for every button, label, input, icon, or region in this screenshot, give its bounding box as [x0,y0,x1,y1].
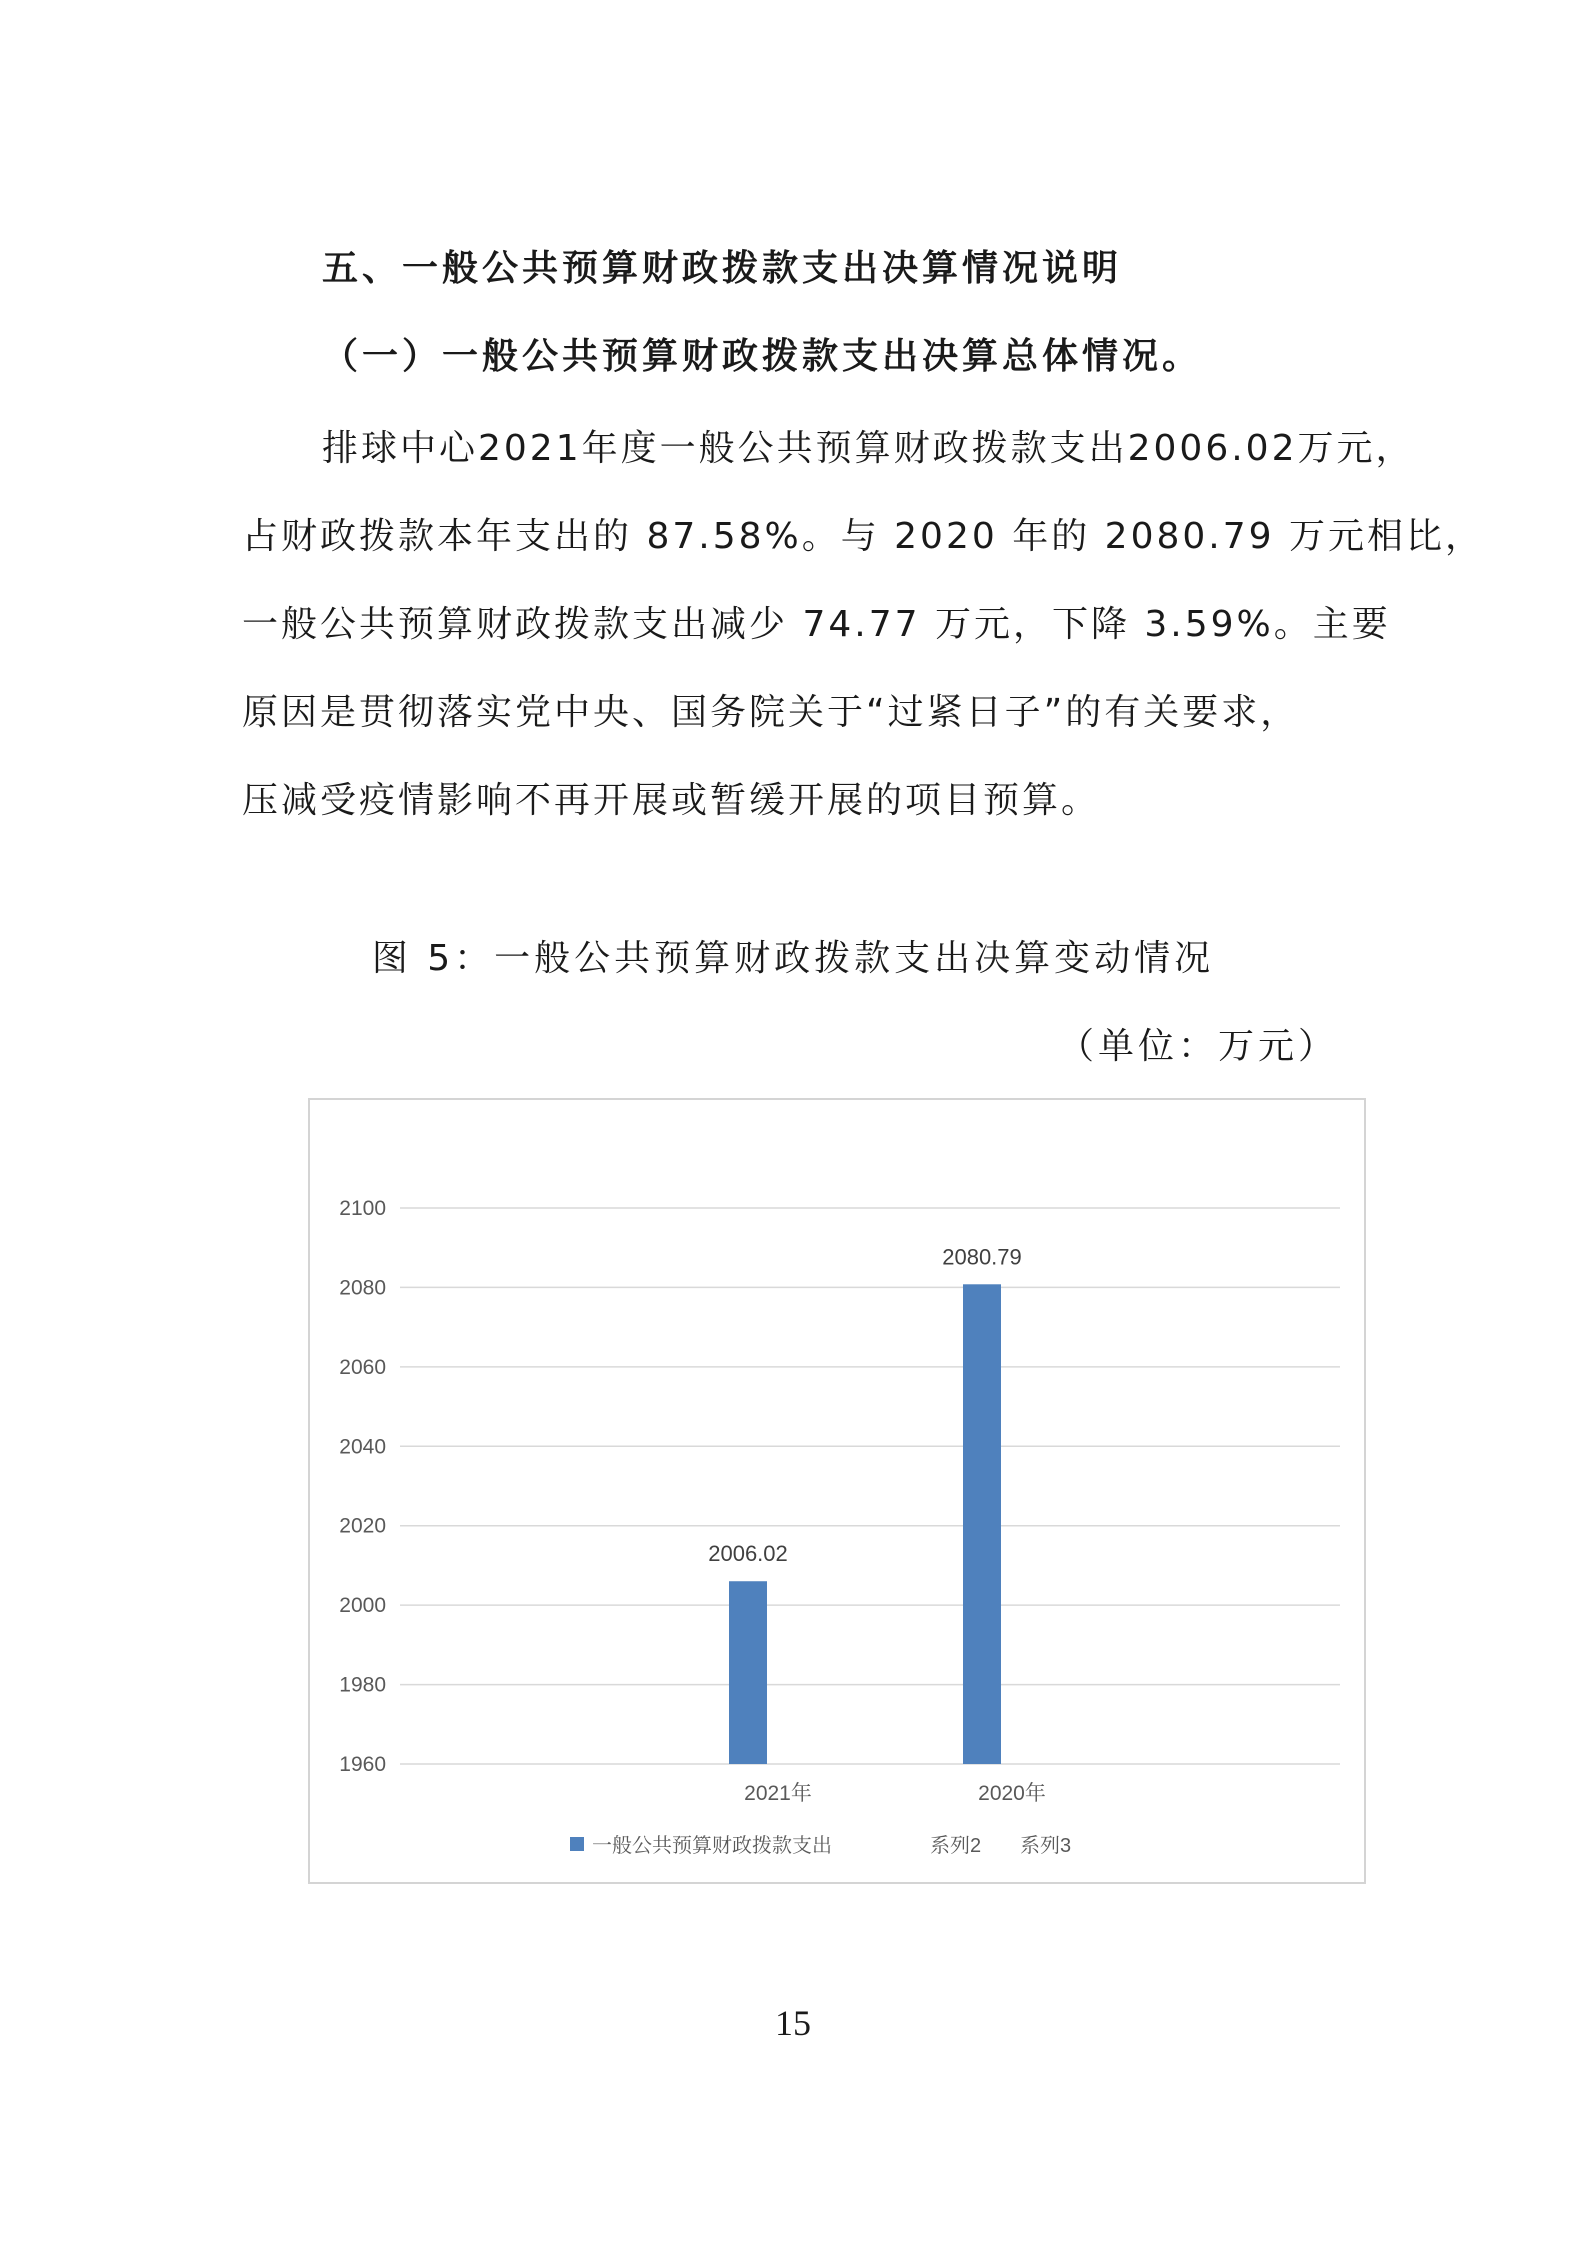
y-tick-label: 2020 [339,1514,386,1538]
x-tick-label: 2021年 [744,1782,812,1805]
figure-caption: 图 5：一般公共预算财政拨款支出决算变动情况 [371,938,1215,979]
y-tick-label: 2100 [339,1197,386,1220]
paragraph-line: 压减受疫情影响不再开展或暂缓开展的项目预算。 [242,780,1101,821]
x-tick-label: 2020年 [978,1782,1046,1805]
chart-container [308,1098,1366,1884]
y-tick-label: 2040 [339,1435,386,1459]
legend-entry: 系列3 [1020,1835,1072,1857]
bar [963,1284,1001,1764]
paragraph-line: 排球中心2021年度一般公共预算财政拨款支出2006.02万元， [322,428,1415,469]
bar-chart [310,1100,1364,1882]
figure-unit-label: （单位：万元） [1057,1026,1338,1067]
page-number: 15 [775,2003,811,2043]
section-heading: 五、一般公共预算财政拨款支出决算情况说明 [322,248,1123,289]
legend-entry: 一般公共预算财政拨款支出 [592,1835,832,1857]
paragraph-line: 原因是贯彻落实党中央、国务院关于“过紧日子”的有关要求， [242,692,1300,733]
y-tick-label: 1980 [339,1673,386,1697]
paragraph-line: 一般公共预算财政拨款支出减少 74.77 万元，下降 3.59%。主要 [242,604,1391,645]
y-tick-label: 1960 [339,1753,386,1776]
paragraph-line: 占财政拨款本年支出的 87.58%。与 2020 年的 2080.79 万元相比， [242,516,1484,557]
section-subheading: （一）一般公共预算财政拨款支出决算总体情况。 [322,336,1203,377]
legend-swatch [570,1837,584,1851]
y-tick-label: 2000 [339,1594,386,1618]
body-paragraph [242,405,1484,845]
data-label: 2080.79 [942,1244,1022,1270]
y-tick-label: 2080 [339,1276,386,1300]
data-label: 2006.02 [708,1541,788,1567]
bar [729,1581,767,1764]
y-tick-label: 2060 [339,1355,386,1379]
legend-entry: 系列2 [930,1835,982,1857]
